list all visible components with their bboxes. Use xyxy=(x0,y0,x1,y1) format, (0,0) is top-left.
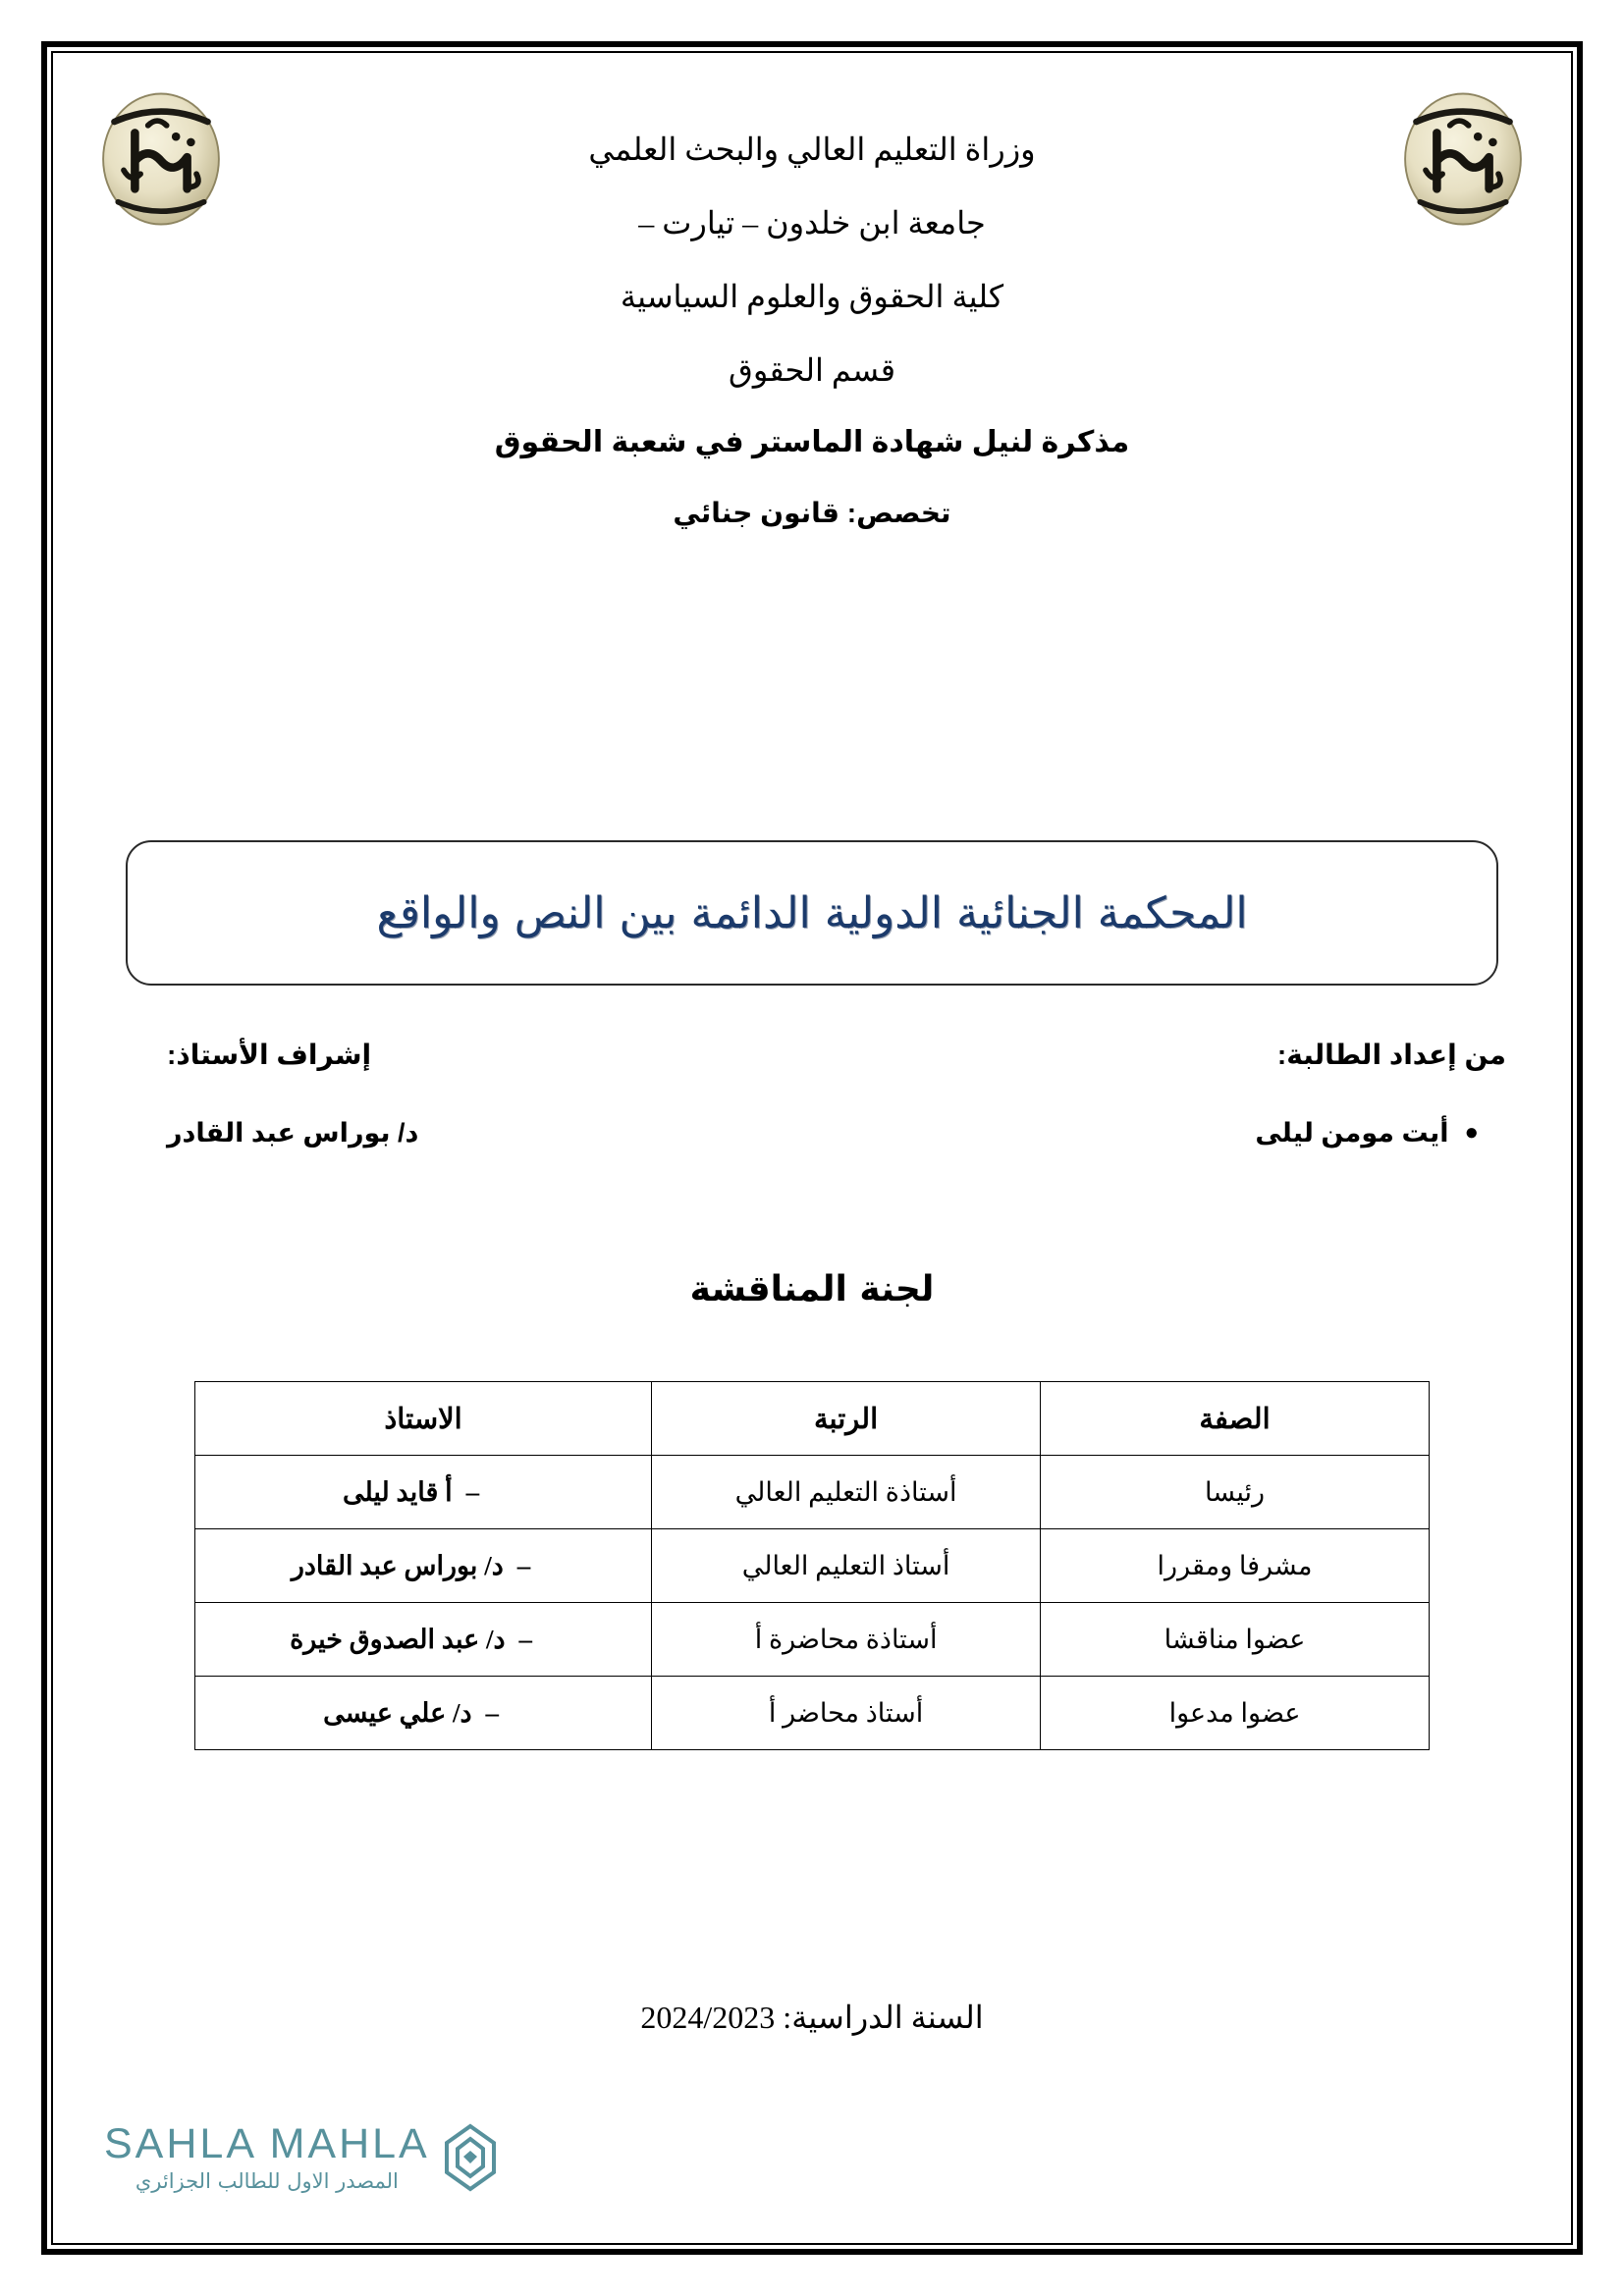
thesis-title: المحكمة الجنائية الدولية الدائمة بين النص والواقع xyxy=(376,887,1248,938)
page-content xyxy=(69,65,1555,2231)
thesis-title-box xyxy=(126,840,1498,986)
cell-rank: أستاذة محاضرة أ xyxy=(652,1603,1041,1677)
student-name-text: أيت مومن ليلى xyxy=(1255,1118,1449,1148)
table-row xyxy=(195,1603,1430,1677)
watermark-sahla-mahla xyxy=(104,2121,501,2194)
watermark-brand: SAHLA MAHLA xyxy=(104,2119,430,2167)
table-row xyxy=(195,1456,1430,1529)
table-header-row xyxy=(195,1382,1430,1456)
cell-name xyxy=(195,1456,652,1529)
cell-name xyxy=(195,1529,652,1603)
cell-role: عضوا مدعوا xyxy=(1041,1677,1430,1750)
student-block xyxy=(1255,1039,1506,1175)
column-header-name: الاستاذ xyxy=(195,1382,652,1456)
authorship-section xyxy=(108,1039,1516,1215)
list-dash: – xyxy=(518,1624,532,1654)
table-row xyxy=(195,1677,1430,1750)
degree-note-line: مذكرة لنيل شهادة الماستر في شعبة الحقوق xyxy=(494,426,1130,458)
watermark-text xyxy=(104,2119,430,2193)
student-name xyxy=(1255,1118,1479,1148)
list-dash: – xyxy=(516,1550,531,1580)
cell-name-text: د/ علي عيسى xyxy=(323,1697,472,1728)
cell-role: مشرفا ومقررا xyxy=(1041,1529,1430,1603)
list-dash: – xyxy=(485,1697,500,1728)
cell-role: عضوا مناقشا xyxy=(1041,1603,1430,1677)
cell-name-text: د/ بوراس عبد القادر xyxy=(291,1550,504,1580)
committee-heading: لجنة المناقشة xyxy=(689,1269,935,1309)
cell-name xyxy=(195,1677,652,1750)
cell-name-text: د/ عبد الصدوق خيرة xyxy=(290,1624,506,1654)
committee-table xyxy=(194,1381,1430,1750)
bullet-icon: ● xyxy=(1464,1119,1479,1146)
ministry-line: وزراة التعليم العالي والبحث العلمي xyxy=(588,132,1036,167)
cell-rank: أستاذة التعليم العالي xyxy=(652,1456,1041,1529)
supervisor-block xyxy=(167,1039,418,1175)
department-line: قسم الحقوق xyxy=(729,352,895,388)
cell-rank: أستاذ التعليم العالي xyxy=(652,1529,1041,1603)
watermark-tagline: المصدر الاول للطالب الجزائري xyxy=(135,2168,399,2193)
list-dash: – xyxy=(465,1476,480,1507)
watermark-diamond-icon xyxy=(440,2121,501,2194)
prepared-by-label: من إعداد الطالبة: xyxy=(1276,1040,1506,1070)
column-header-rank: الرتبة xyxy=(652,1382,1041,1456)
specialty-line: تخصص: قانون جنائي xyxy=(673,498,951,528)
academic-year: السنة الدراسية: 2024/2023 xyxy=(640,2000,984,2035)
cell-rank: أستاذ محاضر أ xyxy=(652,1677,1041,1750)
university-logo-left xyxy=(86,84,236,234)
column-header-role: الصفة xyxy=(1041,1382,1430,1456)
supervisor-name: د/ بوراس عبد القادر xyxy=(167,1118,419,1148)
cell-role: رئيسا xyxy=(1041,1456,1430,1529)
table-row xyxy=(195,1529,1430,1603)
university-logo-right xyxy=(1388,84,1538,234)
institution-header xyxy=(275,133,1349,527)
university-line: جامعة ابن خلدون – تيارت – xyxy=(638,205,986,240)
supervised-by-label: إشراف الأستاذ: xyxy=(167,1040,372,1070)
cell-name xyxy=(195,1603,652,1677)
faculty-line: كلية الحقوق والعلوم السياسية xyxy=(620,279,1004,314)
cell-name-text: أ قايد ليلى xyxy=(342,1476,453,1507)
